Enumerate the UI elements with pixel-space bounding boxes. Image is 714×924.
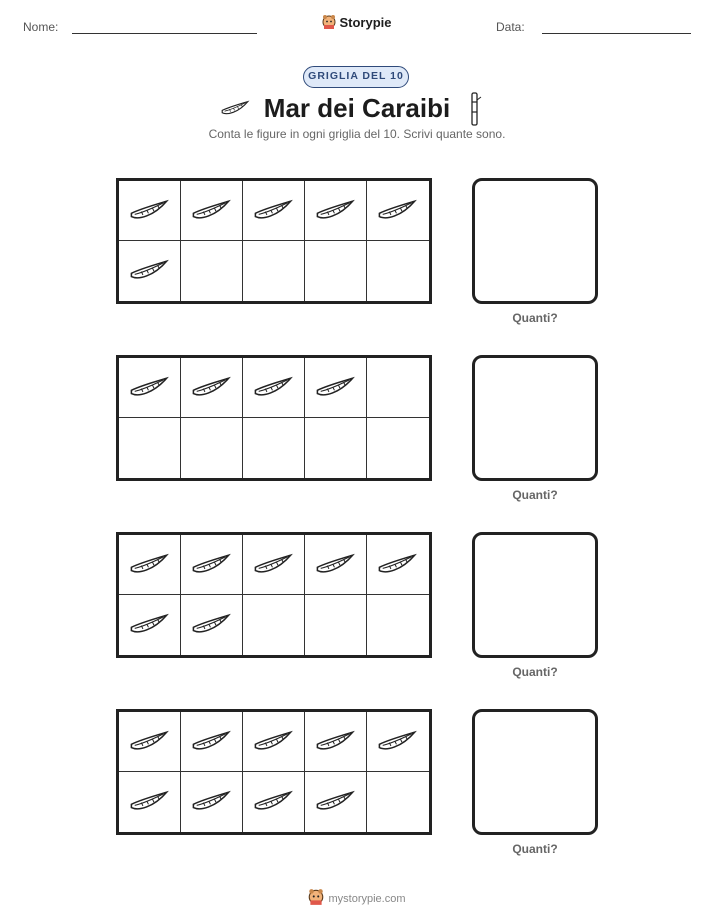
ten-frame-cell [243, 595, 305, 655]
page-title: Mar dei Caraibi [263, 93, 451, 123]
ten-frame-cell [243, 712, 305, 772]
ten-frame-cell [243, 772, 305, 832]
ten-frame-cell [181, 772, 243, 832]
answer-label: Quanti? [512, 842, 558, 856]
ten-frame-cell [367, 241, 429, 301]
ten-frame-cell [181, 358, 243, 418]
ten-frame-cell [367, 595, 429, 655]
ten-frame [116, 178, 432, 304]
ten-frame-cell [243, 241, 305, 301]
footer [0, 888, 714, 909]
ten-frame-cell [305, 595, 367, 655]
ten-frame-cell [305, 358, 367, 418]
answer-label: Quanti? [512, 488, 558, 502]
ten-frame-cell [119, 595, 181, 655]
canoe-icon [219, 96, 251, 125]
ten-frame-cell [119, 181, 181, 241]
ten-frame-cell [305, 181, 367, 241]
answer-label: Quanti? [512, 311, 558, 325]
ten-frame-cell [243, 535, 305, 595]
ten-frame-cell [119, 535, 181, 595]
ten-frame-cell [367, 358, 429, 418]
ten-frame-cell [181, 595, 243, 655]
answer-box[interactable] [472, 532, 598, 658]
ten-frame-cell [305, 772, 367, 832]
storypie-logo-icon [308, 888, 324, 909]
answer-box[interactable] [472, 178, 598, 304]
name-field-line[interactable] [72, 33, 257, 34]
ten-frame-cell [119, 358, 181, 418]
ten-frame-cell [305, 241, 367, 301]
bamboo-icon [468, 92, 482, 131]
ten-frame-cell [181, 535, 243, 595]
ten-frame-cell [367, 418, 429, 478]
name-label: Nome: [23, 20, 59, 34]
ten-frame-cell [181, 418, 243, 478]
ten-frame-cell [119, 712, 181, 772]
answer-box[interactable] [472, 355, 598, 481]
ten-frame-cell [367, 535, 429, 595]
answer-label: Quanti? [512, 665, 558, 679]
title-row [0, 92, 714, 126]
ten-frame [116, 532, 432, 658]
worksheet-type-badge: GRIGLIA DEL 10 [303, 66, 409, 88]
ten-frame [116, 709, 432, 835]
date-field-line[interactable] [542, 33, 691, 34]
footer-url: mystorypie.com [328, 893, 406, 905]
ten-frame-cell [181, 241, 243, 301]
ten-frame-cell [367, 712, 429, 772]
ten-frame-cell [119, 241, 181, 301]
ten-frame-cell [367, 181, 429, 241]
brand-name: Storypie [339, 15, 392, 30]
date-label: Data: [496, 20, 525, 34]
ten-frame-cell [119, 418, 181, 478]
ten-frame-cell [181, 181, 243, 241]
ten-frame-cell [305, 418, 367, 478]
ten-frame [116, 355, 432, 481]
ten-frame-cell [305, 712, 367, 772]
ten-frame-cell [243, 181, 305, 241]
ten-frame-cell [243, 418, 305, 478]
ten-frame-cell [119, 772, 181, 832]
instructions: Conta le figure in ogni griglia del 10. Scrivi quante sono. [208, 127, 506, 141]
ten-frame-cell [367, 772, 429, 832]
storypie-logo-icon [322, 14, 336, 33]
ten-frame-cell [243, 358, 305, 418]
ten-frame-cell [305, 535, 367, 595]
answer-box[interactable] [472, 709, 598, 835]
ten-frame-cell [181, 712, 243, 772]
brand [0, 14, 714, 33]
